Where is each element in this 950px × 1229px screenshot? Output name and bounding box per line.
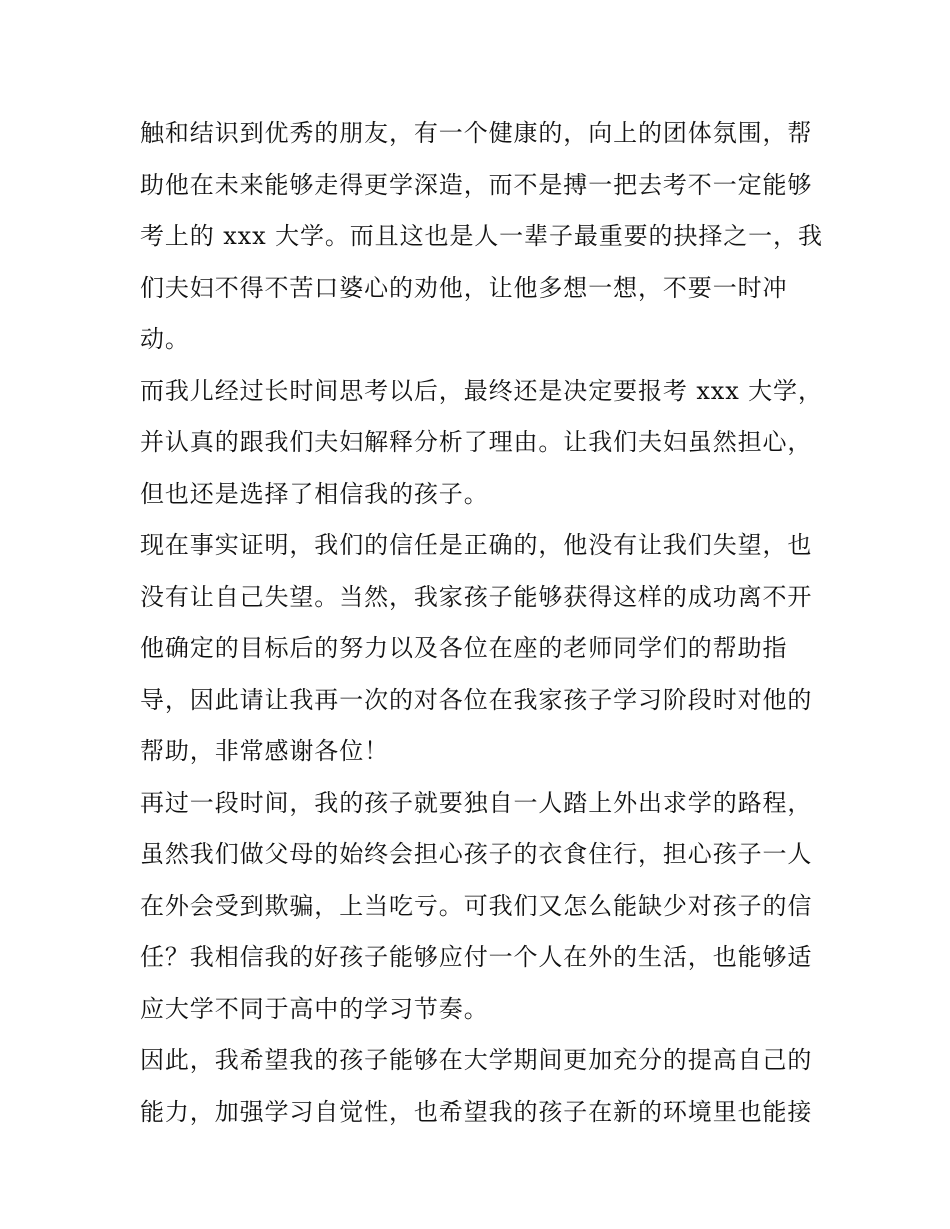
text-line: 现在事实证明，我们的信任是正确的，他没有让我们失望，也 (140, 531, 813, 559)
document-body (140, 108, 823, 1138)
text-line: 触和结识到优秀的朋友，有一个健康的，向上的团体氛围，帮 (140, 119, 813, 147)
text-line: 应大学不同于高中的学习节奏。 (140, 994, 489, 1023)
text-line: 他确定的目标后的努力以及各位在座的老师同学们的帮助指 (140, 634, 788, 662)
text-line: 帮助，非常感谢各位！ (140, 737, 389, 765)
text-line: 而我儿经过长时间思考以后，最终还是决定要报考 xxx 大学， (140, 376, 823, 405)
text-line: 因此，我希望我的孩子能够在大学期间更加充分的提高自己的 (140, 1046, 813, 1074)
text-line: 动。 (140, 325, 190, 353)
text-line: 没有让自己失望。当然，我家孩子能够获得这样的成功离不开 (140, 582, 813, 611)
text-line: 虽然我们做父母的始终会担心孩子的衣食住行，担心孩子一人 (140, 840, 813, 868)
text-line: 再过一段时间，我的孩子就要独自一人踏上外出求学的路程， (140, 788, 813, 817)
text-line: 并认真的跟我们夫妇解释分析了理由。让我们夫妇虽然担心， (140, 428, 813, 456)
text-line: 助他在未来能够走得更学深造，而不是搏一把去考不一定能够 (140, 170, 813, 199)
text-line: 考上的 xxx 大学。而且这也是人一辈子最重要的抉择之一，我 (140, 222, 823, 250)
text-line: 导，因此请让我再一次的对各位在我家孩子学习阶段时对他的 (140, 685, 813, 714)
text-line: 在外会受到欺骗，上当吃亏。可我们又怎么能缺少对孩子的信 (140, 891, 813, 920)
text-line: 但也还是选择了相信我的孩子。 (140, 479, 489, 508)
text-line: 们夫妇不得不苦口婆心的劝他，让他多想一想，不要一时冲 (140, 273, 788, 302)
text-line: 能力，加强学习自觉性，也希望我的孩子在新的环境里也能接 (140, 1097, 813, 1126)
text-line: 任？我相信我的好孩子能够应付一个人在外的生活，也能够适 (140, 943, 813, 971)
